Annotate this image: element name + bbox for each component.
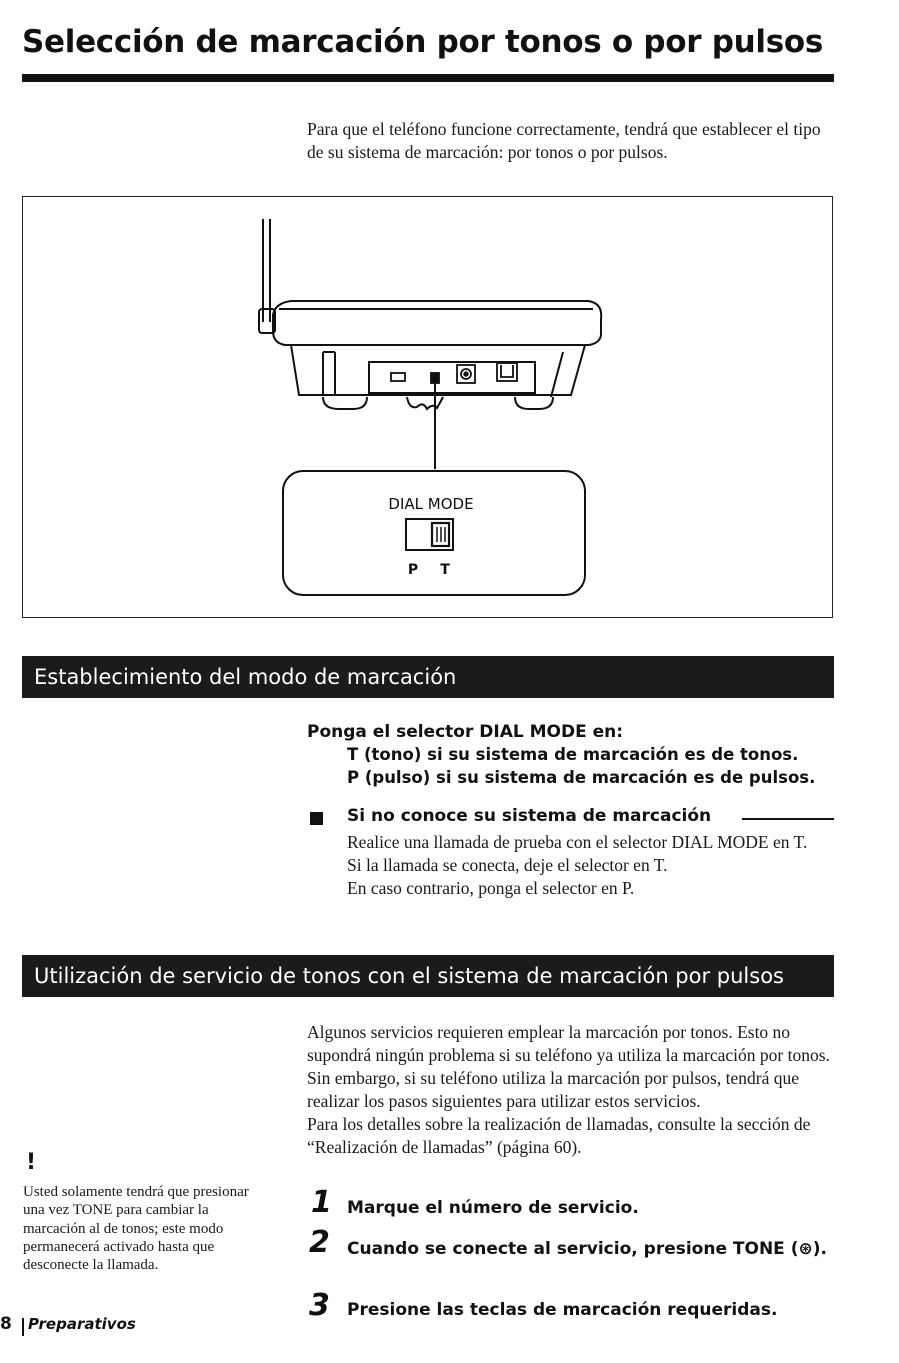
square-bullet-icon bbox=[310, 812, 323, 825]
side-note: Usted solamente tendrá que presionar una vez TONE para cambiar la marcación al de tonos; este modo permanecerá activado hasta que desconecte la llamada. bbox=[23, 1184, 249, 1274]
step-number: 2 bbox=[309, 1225, 330, 1260]
phone-body bbox=[273, 301, 601, 409]
instruction-lead: Ponga el selector DIAL MODE en: bbox=[307, 722, 624, 742]
tone-service-body bbox=[307, 1021, 842, 1159]
step-text: Marque el número de servicio. bbox=[347, 1198, 639, 1218]
note-exclamation-icon: ! bbox=[26, 1150, 37, 1175]
jack-port bbox=[391, 373, 405, 381]
dial-mode-label: DIAL MODE bbox=[388, 495, 474, 513]
step-text: Presione las teclas de marcación requeridas. bbox=[347, 1300, 778, 1320]
phone-rear-illustration bbox=[23, 197, 834, 619]
title-rule bbox=[22, 74, 834, 82]
unknown-system-heading: Si no conoce su sistema de marcación bbox=[347, 806, 712, 826]
body-paragraph: Para los detalles sobre la realización de llamadas, consulte la sección de “Realización de llamadas” (página 60). bbox=[307, 1114, 811, 1157]
step-text: Cuando se conecte al servicio, presione TONE (⊛). bbox=[347, 1239, 827, 1259]
position-p-label: P bbox=[407, 562, 419, 578]
heading-rule bbox=[742, 818, 834, 820]
unknown-line: Realice una llamada de prueba con el selector DIAL MODE en T. bbox=[347, 832, 808, 852]
line-jack-port bbox=[497, 363, 517, 381]
section-heading-tone-service: Utilización de servicio de tonos con el sistema de marcación por pulsos bbox=[22, 955, 834, 997]
unknown-line: En caso contrario, ponga el selector en P. bbox=[347, 878, 635, 898]
step-number: 1 bbox=[311, 1185, 332, 1220]
step-number: 3 bbox=[309, 1288, 330, 1323]
section-heading-dial-mode: Establecimiento del modo de marcación bbox=[22, 656, 834, 698]
page-title: Selección de marcación por tonos o por pulsos bbox=[22, 24, 824, 60]
footer-section-label: Preparativos bbox=[28, 1315, 136, 1333]
intro-paragraph: Para que el teléfono funcione correctamente, tendrá que establecer el tipo de su sistema de marcación: por tonos o por pulsos. bbox=[307, 119, 821, 162]
footer-separator bbox=[22, 1318, 24, 1336]
page-number: 8 bbox=[0, 1314, 12, 1334]
body-paragraph: Algunos servicios requieren emplear la marcación por tonos. Esto no supondrá ningún problema si su teléfono ya utiliza la marcación por tonos. Sin embargo, si su teléfono utiliza la marcación por pulsos, tendrá que realizar los pasos siguientes para utilizar estos servicios. bbox=[307, 1022, 830, 1111]
unknown-system-body bbox=[347, 831, 817, 900]
unknown-line: Si la llamada se conecta, deje el selector en T. bbox=[347, 855, 668, 875]
dial-mode-switch-small bbox=[431, 373, 439, 383]
rear-ports bbox=[391, 363, 517, 383]
instruction-pulse: P (pulso) si su sistema de marcación es de pulsos. bbox=[347, 768, 816, 787]
figure-box bbox=[22, 196, 833, 618]
position-t-label: T bbox=[440, 562, 450, 578]
instruction-tone: T (tono) si su sistema de marcación es de tonos. bbox=[347, 745, 799, 764]
